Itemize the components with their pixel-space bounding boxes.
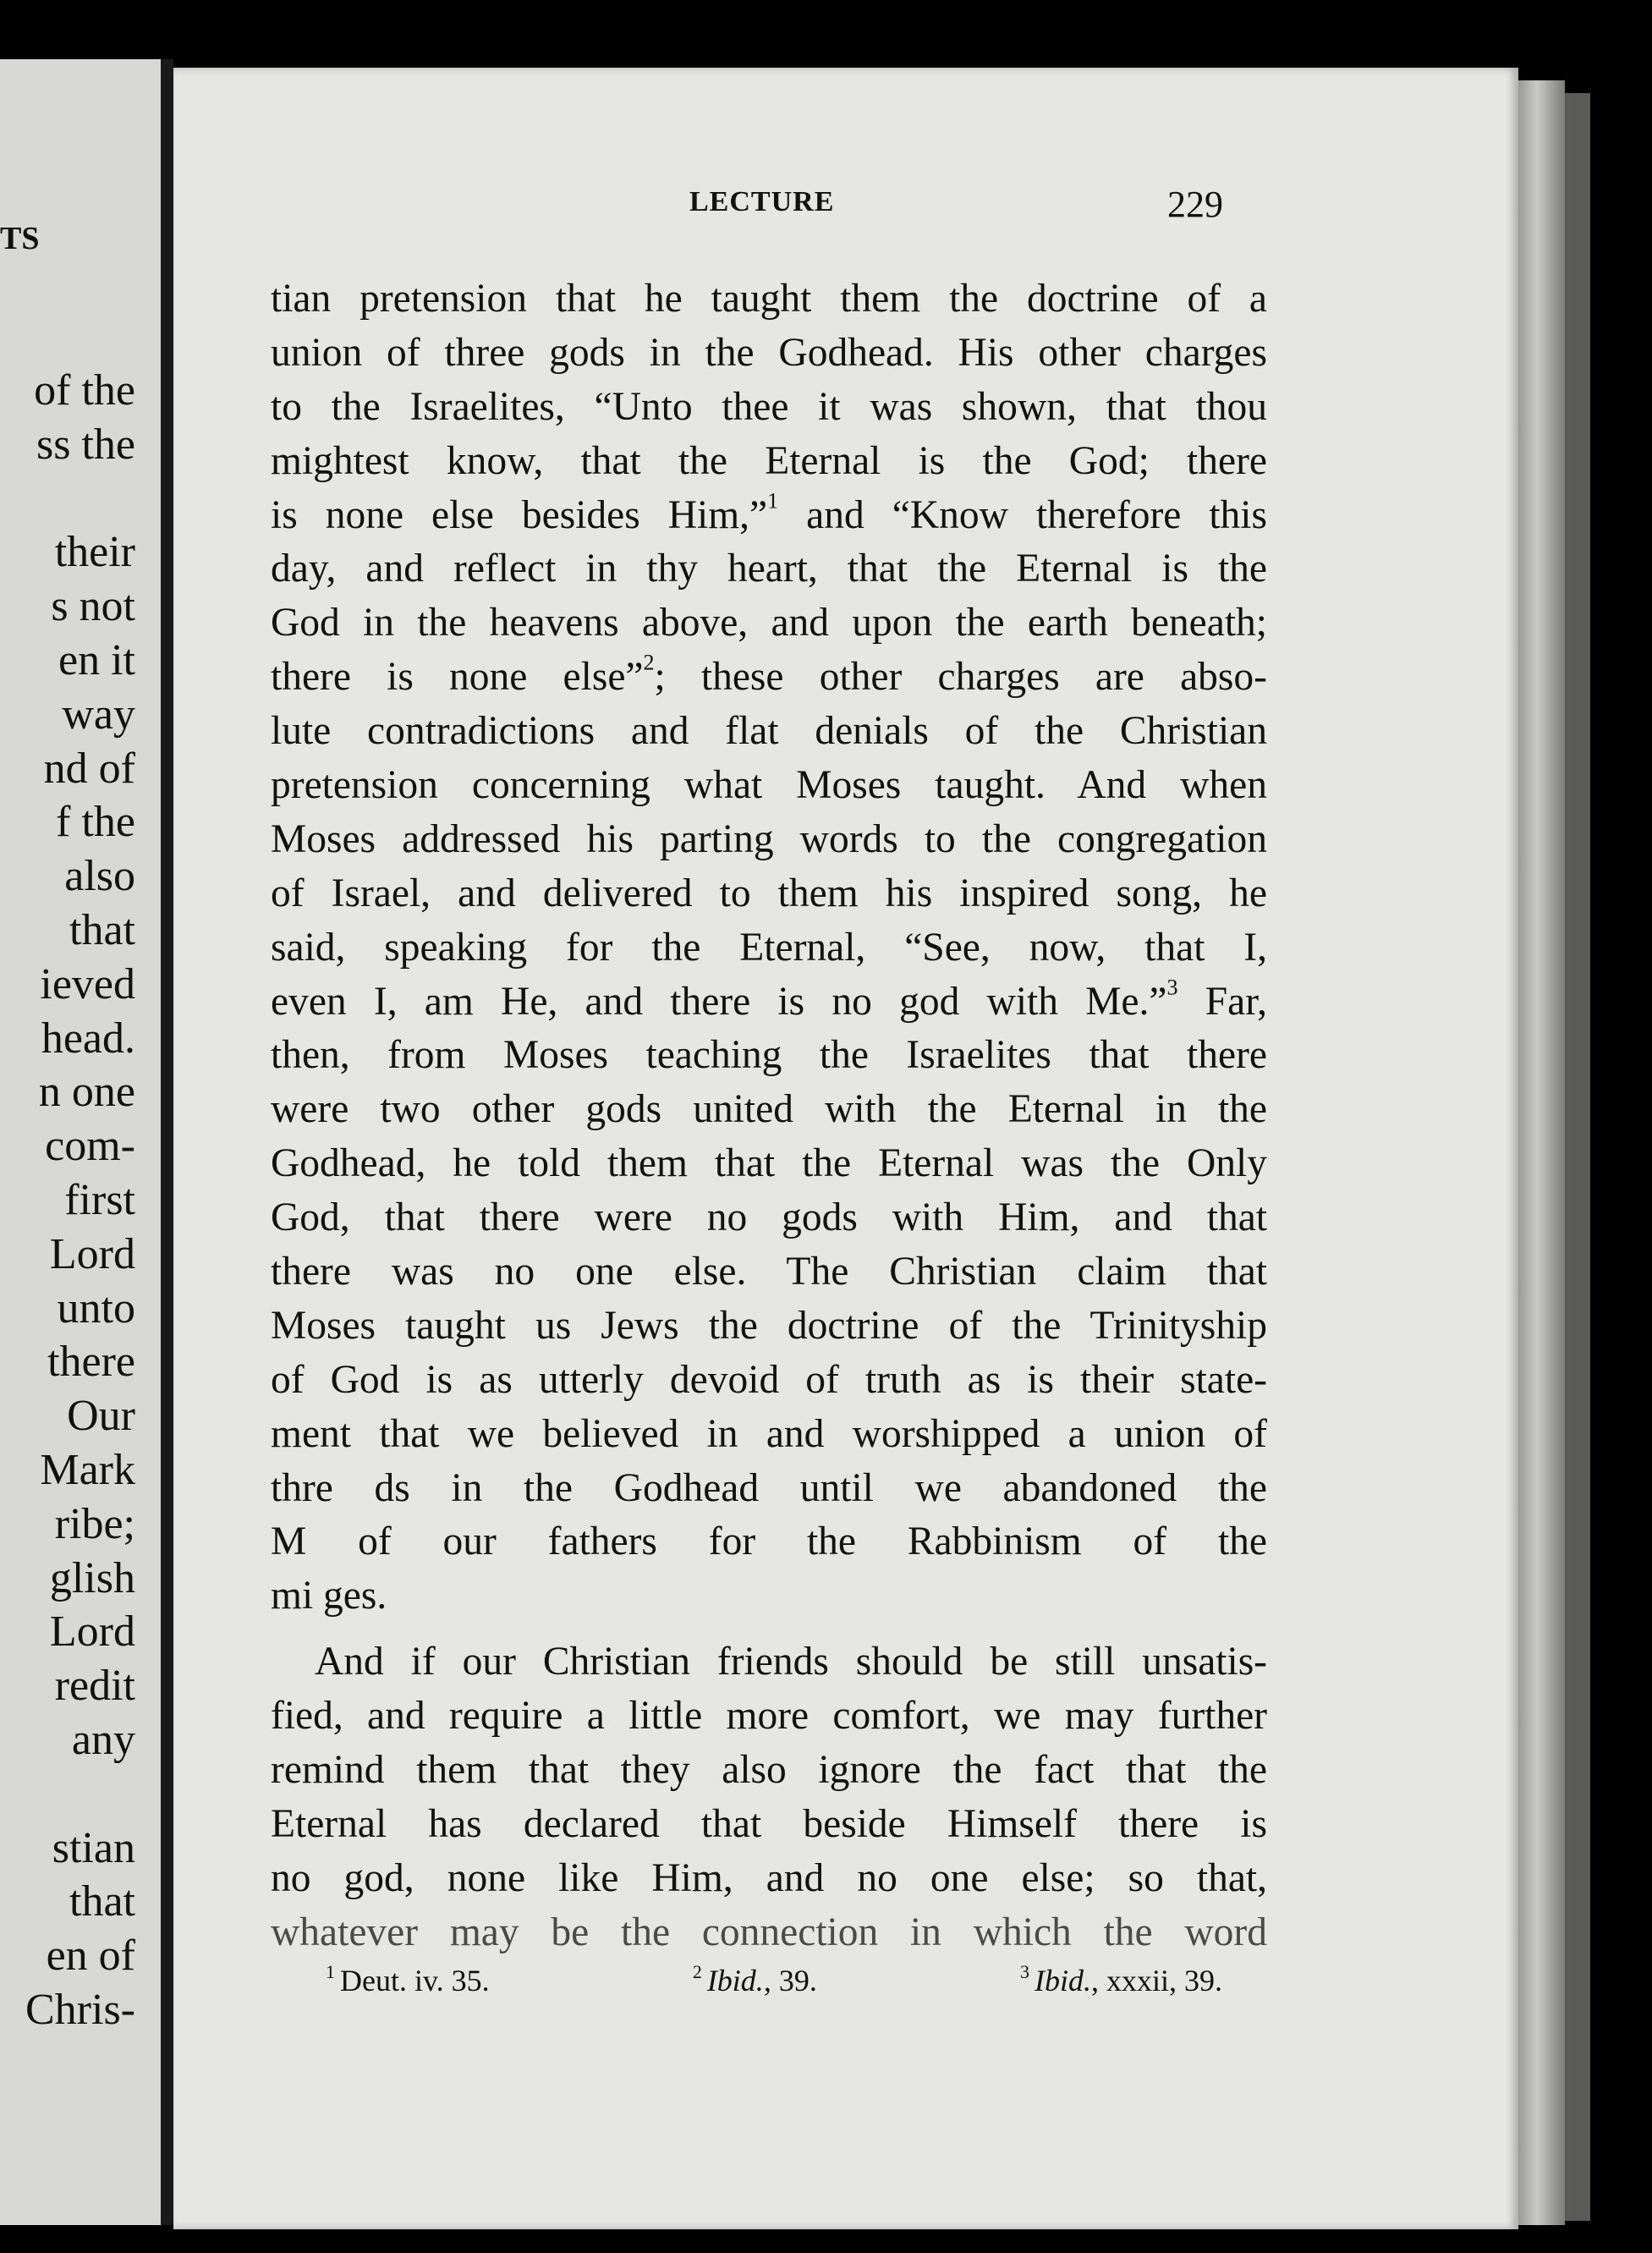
text-line: were two other gods united with the Eternal in the xyxy=(271,1087,1267,1132)
left-page-line: unto xyxy=(57,1283,135,1333)
text-line: remind them that they also ignore the fact that the xyxy=(271,1748,1267,1793)
footnote xyxy=(692,1960,817,1998)
footnotes xyxy=(326,1960,1222,1998)
text-line: mi ges. xyxy=(271,1574,387,1618)
text-line: tian pretension that he taught them the doctrine of a xyxy=(271,277,1267,321)
text-segment: ; these other charges are abso- xyxy=(654,655,1267,700)
left-page-line: of the xyxy=(34,366,135,415)
left-page-line: en of xyxy=(46,1932,135,1981)
text-line: there was no one else. The Christian claim that xyxy=(271,1250,1267,1294)
footnote-citation: , xxxii, 39. xyxy=(1090,1964,1222,1997)
text-line: then, from Moses teaching the Israelites that there xyxy=(271,1033,1267,1078)
text-line xyxy=(271,975,1267,1030)
footnote-marker: 3 xyxy=(1166,975,1178,1000)
left-page-line: f the xyxy=(56,798,135,847)
text-line: Godhead, he told them that the Eternal was the Only xyxy=(271,1141,1267,1186)
left-page-line: glish xyxy=(49,1553,135,1602)
left-page-line: ieved xyxy=(40,959,135,1008)
text-segment: and “Know therefore this xyxy=(778,492,1267,537)
text-line: God in the heavens above, and upon the earth beneath; xyxy=(271,601,1267,646)
left-page-line: stian xyxy=(52,1823,135,1872)
left-page-line: ss the xyxy=(36,420,135,469)
text-line: And if our Christian friends should be still unsatis- xyxy=(315,1640,1267,1684)
book-cover-edge xyxy=(1565,93,1590,2221)
left-page-line: that xyxy=(69,905,135,954)
text-line: of Israel, and delivered to them his inspired song, he xyxy=(271,871,1267,915)
footnote-citation: , 39. xyxy=(763,1964,817,1997)
left-page-line: that xyxy=(69,1877,135,1926)
text-line: union of three gods in the Godhead. His other charges xyxy=(271,330,1267,375)
text-segment: Far, xyxy=(1177,979,1267,1024)
left-page-line: their xyxy=(54,528,135,577)
text-line: fied, and require a little more comfort, we may further xyxy=(271,1694,1267,1739)
footnote-number: 3 xyxy=(1019,1960,1029,1982)
text-line: pretension concerning what Moses taught. And when xyxy=(271,763,1267,808)
left-page-line: Our xyxy=(67,1392,135,1441)
running-head: LECTURE xyxy=(689,186,835,217)
text-line: to the Israelites, “Unto thee it was shown, that thou xyxy=(271,384,1267,429)
left-page-line: Mark xyxy=(40,1445,135,1494)
footnote-ibid: Ibid. xyxy=(706,1964,764,1997)
left-page-line: Lord xyxy=(49,1229,135,1278)
footnote xyxy=(326,1960,490,1998)
left-page-line: ribe; xyxy=(54,1499,135,1548)
left-facing-page xyxy=(0,59,166,2225)
text-line: lute contradictions and flat denials of the Christian xyxy=(271,709,1267,754)
footnote-number: 1 xyxy=(326,1960,335,1982)
text-line: no god, none like Him, and no one else; so that, xyxy=(271,1855,1267,1900)
text-line xyxy=(271,651,1267,705)
text-line xyxy=(271,489,1267,543)
text-line: Eternal has declared that beside Himself there is xyxy=(271,1801,1267,1846)
left-page-line xyxy=(25,472,135,526)
left-page-line: Chris- xyxy=(25,1985,135,2034)
footnote-ibid: Ibid. xyxy=(1034,1964,1091,1997)
page-edges xyxy=(1518,80,1565,2225)
footnote-marker: 1 xyxy=(767,488,779,514)
left-page-line: way xyxy=(62,690,135,739)
left-page-line: head. xyxy=(41,1014,135,1063)
text-segment: even I, am He, and there is no god with Me.” xyxy=(271,979,1167,1024)
left-page-line: also xyxy=(64,852,135,901)
left-page-line: Lord xyxy=(49,1607,135,1657)
footnote-marker: 2 xyxy=(643,650,655,675)
text-line: said, speaking for the Eternal, “See, now, that I, xyxy=(271,925,1267,970)
text-line: M of our fathers for the Rabbinism of the xyxy=(271,1519,1267,1564)
text-line: Moses taught us Jews the doctrine of the Trinityship xyxy=(271,1303,1267,1348)
paragraph-spacer xyxy=(271,1624,1267,1635)
text-line: mightest know, that the Eternal is the God; there xyxy=(271,438,1267,483)
page-number: 229 xyxy=(1167,184,1223,225)
text-line: thre ds in the Godhead until we abandoned the xyxy=(271,1465,1267,1510)
text-line: ment that we believed in and worshipped a union of xyxy=(271,1411,1267,1456)
left-page-line: s not xyxy=(51,582,135,631)
left-page-line: there xyxy=(47,1338,135,1387)
footnote-citation: Deut. iv. 35. xyxy=(340,1964,490,1997)
left-page-line: com- xyxy=(45,1122,135,1171)
left-page-line xyxy=(25,1767,135,1822)
left-page-text-column xyxy=(25,364,135,2037)
left-page-line: any xyxy=(71,1715,135,1764)
footnote-number: 2 xyxy=(692,1960,702,1982)
text-line: day, and reflect in thy heart, that the Eternal is the xyxy=(271,547,1267,591)
left-page-running-head: TS xyxy=(0,221,40,256)
text-line: Moses addressed his parting words to the congregation xyxy=(271,816,1267,861)
left-page-line: redit xyxy=(54,1662,135,1711)
body-text xyxy=(271,272,1267,1960)
footnote xyxy=(1019,1960,1222,1998)
text-line: of God is as utterly devoid of truth as is their state- xyxy=(271,1357,1267,1402)
left-page-line: first xyxy=(64,1175,135,1224)
left-page-line: en it xyxy=(58,635,135,684)
text-line: whatever may be the connection in which the word xyxy=(271,1910,1267,1954)
text-segment: is none else besides Him,” xyxy=(271,492,768,537)
text-segment: there is none else” xyxy=(271,655,644,700)
book-gutter xyxy=(161,59,173,2225)
text-line: God, that there were no gods with Him, and that xyxy=(271,1195,1267,1240)
left-page-line: n one xyxy=(38,1068,135,1117)
left-page-line: nd of xyxy=(43,744,135,793)
